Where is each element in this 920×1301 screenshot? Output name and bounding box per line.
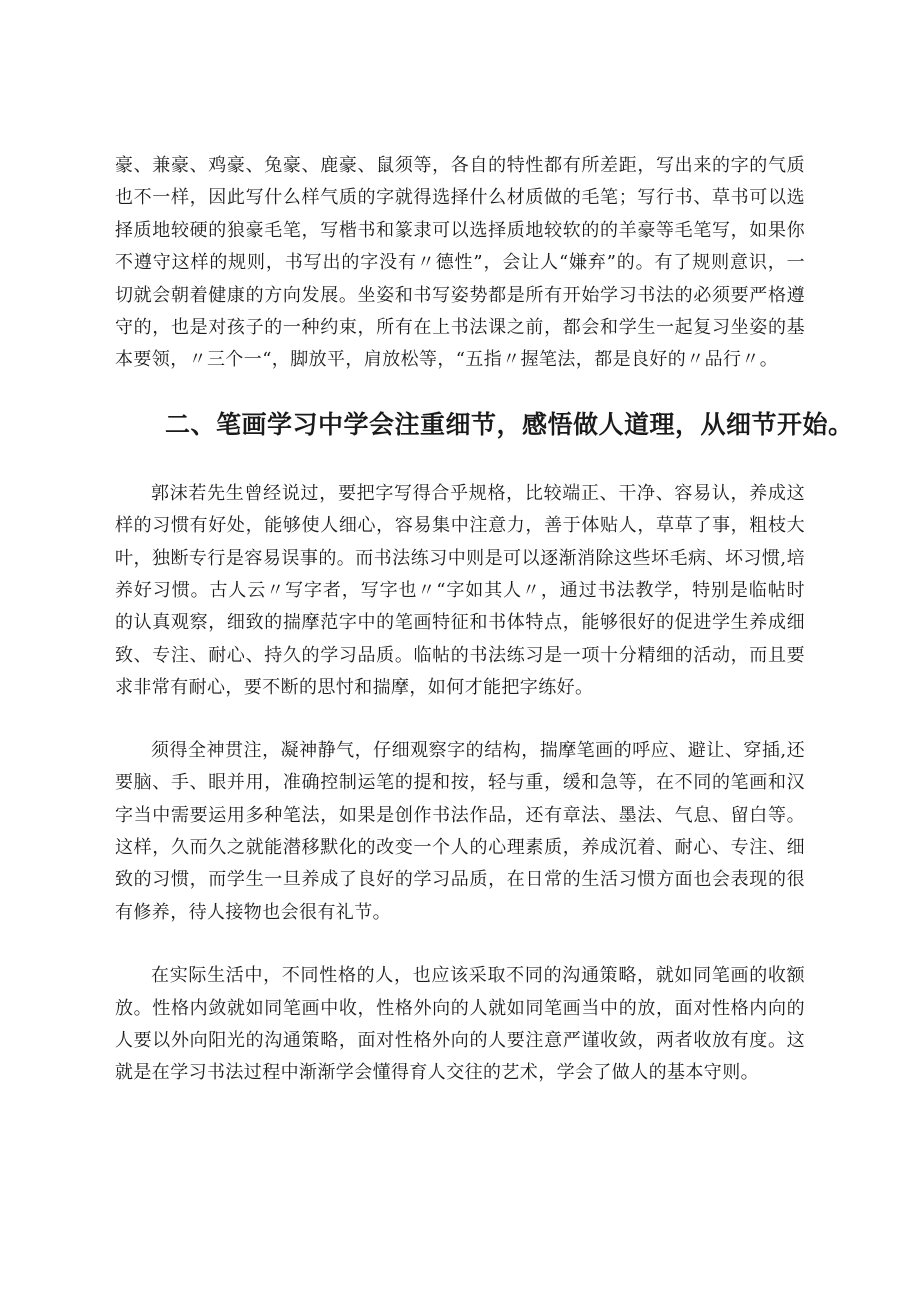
body-paragraph-1: 豪、兼豪、鸡豪、兔豪、鹿豪、鼠须等，各自的特性都有所差距，写出来的字的气质也不一样，因此写什么样气质的字就得选择什么材质做的毛笔；写行书、草书可以选择质地较硬的狼豪毛笔，写楷书和篆隶可以选择质地较软的的羊豪等毛笔写，如果你不遵守这样的规则，书写出的字没有〃德性”，会让人“嫌弃”的。有了规则意识，一切就会朝着健康的方向发展。坐姿和书写姿势都是所有开始学习书法的必须要严格遵守的，也是对孩子的一种约束，所有在上书法课之前，都会和学生一起复习坐姿的基本要领，〃三个一“，脚放平，肩放松等，“五指〃握笔法，都是良好的〃品行〃。: [115, 155, 805, 371]
document-page: [115, 150, 854, 1090]
body-paragraph-4: 在实际生活中，不同性格的人，也应该采取不同的沟通策略，就如同笔画的收额放。性格内敛就如同笔画中收，性格外向的人就如同笔画当中的放，面对性格内向的人要以外向阳光的沟通策略，面对性格外向的人要注意严谨收敛，两者收放有度。这就是在学习书法过程中渐渐学会懂得育人交往的艺术，学会了做人的基本守则。: [115, 965, 805, 1084]
section-heading: 二、笔画学习中学会注重细节，感悟做人道理，从细节开始。: [165, 409, 854, 439]
body-paragraph-3: 须得全神贯注，凝神静气，仔细观察字的结构，揣摩笔画的呼应、避让、穿插,还要脑、手、眼并用，准确控制运笔的提和按，轻与重，缓和急等，在不同的笔画和汉字当中需要运用多种笔法，如果是创作书法作品，还有章法、墨法、气息、留白等。这样，久而久之就能潜移默化的改变一个人的心理素质，养成沉着、耐心、专注、细致的习惯，而学生一旦养成了良好的学习品质，在日常的生活习惯方面也会表现的很有修养，待人接物也会很有礼节。: [115, 739, 805, 923]
body-paragraph-2: 郭沫若先生曾经说过，要把字写得合乎规格，比较端正、干净、容易认，养成这样的习惯有好处，能够使人细心，容易集中注意力，善于体贴人，草草了事，粗枝大叶，独断专行是容易误事的。而书法练习中则是可以逐渐消除这些坏毛病、坏习惯,培养好习惯。古人云〃写字者，写字也〃“字如其人〃，通过书法教学，特别是临帖时的认真观察，细致的揣摩范字中的笔画特征和书体特点，能够很好的促进学生养成细致、专注、耐心、持久的学习品质。临帖的书法练习是一项十分精细的活动，而且要求非常有耐心，要不断的思忖和揣摩，如何才能把字练好。: [115, 482, 805, 699]
